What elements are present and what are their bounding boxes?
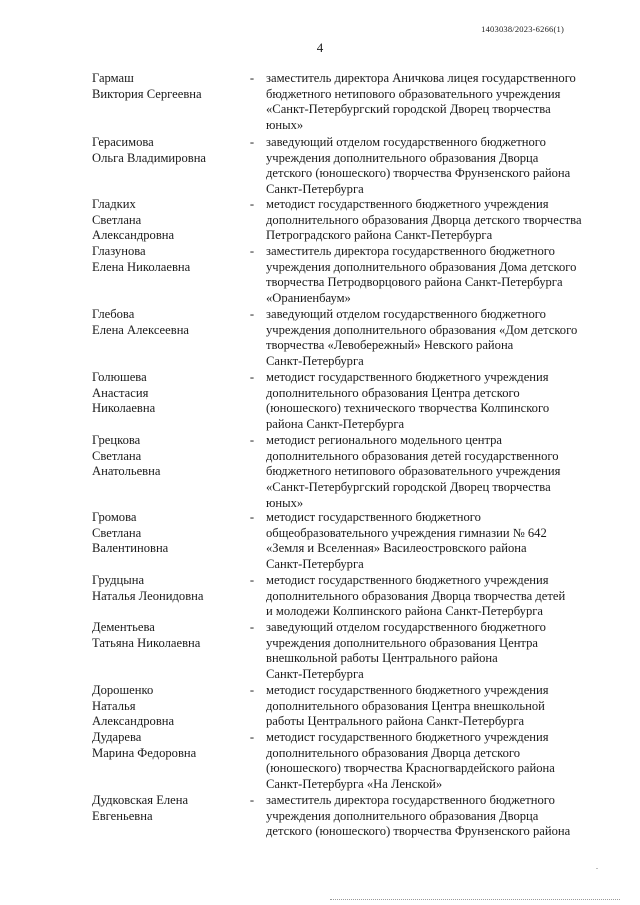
bottom-divider (330, 899, 620, 901)
dash: - (249, 244, 255, 258)
dash: - (249, 197, 255, 211)
person-name: Гармаш Виктория Сергеевна (92, 71, 202, 101)
footer-mark: . (596, 862, 598, 871)
person-role: заместитель директора Аничкова лицея государственного бюджетного нетипового образовательного учреждения «Санкт-Петербургский городской Дворец творчества юных» (266, 71, 576, 133)
dash: - (249, 510, 255, 524)
dash: - (249, 135, 255, 149)
dash: - (249, 793, 255, 807)
person-role: методист государственного бюджетного учреждения дополнительного образования Центра внешкольной работы Центрального района Санкт-Петербурга (266, 683, 549, 729)
dash: - (249, 433, 255, 447)
person-role: заместитель директора государственного бюджетного учреждения дополнительного образования Дворца детского (юношеского) творчества Фрунзенского района (266, 793, 571, 839)
person-name: Голюшева Анастасия Николаевна (92, 370, 156, 416)
person-role: методист государственного бюджетного общеобразовательного учреждения гимназии № 642 «Земля и Вселенная» Василеостровского района Санкт-Петербурга (266, 510, 547, 572)
person-name: Гладких Светлана Александровна (92, 197, 175, 243)
dash: - (249, 71, 255, 85)
person-name: Громова Светлана Валентиновна (92, 510, 169, 556)
person-name: Дудковская Елена Евгеньевна (92, 793, 189, 823)
doc-id: 1403038/2023-6266(1) (481, 24, 564, 34)
person-role: заместитель директора государственного бюджетного учреждения дополнительного образования Дома детского творчества Петродворцового района Санкт-Петербурга «Ораниенбаум» (266, 244, 577, 306)
page-number: 4 (316, 40, 324, 55)
person-role: заведующий отделом государственного бюджетного учреждения дополнительного образования «Дом детского творчества «Левобережный» Невского района Санкт-Петербурга (266, 307, 578, 369)
person-name: Грецкова Светлана Анатольевна (92, 433, 161, 479)
person-role: методист государственного бюджетного учреждения дополнительного образования Дворца творчества детей и молодежи Колпинского района Санкт-Петербурга (266, 573, 566, 619)
person-name: Глебова Елена Алексеевна (92, 307, 190, 337)
person-name: Дорошенко Наталья Александровна (92, 683, 175, 729)
person-role: заведующий отделом государственного бюджетного учреждения дополнительного образования Дворца детского (юношеского) творчества Фрунзенского района Санкт-Петербурга (266, 135, 571, 197)
person-role: методист государственного бюджетного учреждения дополнительного образования Дворца детского (юношеского) творчества Красногвардейского района Санкт-Петербурга «На Ленской» (266, 730, 555, 792)
person-name: Дударева Марина Федоровна (92, 730, 197, 760)
dash: - (249, 370, 255, 384)
person-role: методист государственного бюджетного учреждения дополнительного образования Дворца детского творчества Петроградского района Санкт-Петербурга (266, 197, 582, 243)
person-role: заведующий отделом государственного бюджетного учреждения дополнительного образования Центра внешкольной работы Центрального района Санкт-Петербурга (266, 620, 546, 682)
person-role: методист регионального модельного центра дополнительного образования детей государственного бюджетного нетипового образовательного учреждения «Санкт-Петербургский городской Дворец творчества юных» (266, 433, 561, 510)
dash: - (249, 683, 255, 697)
person-name: Грудцына Наталья Леонидовна (92, 573, 204, 603)
person-name: Дементьева Татьяна Николаевна (92, 620, 201, 650)
dash: - (249, 730, 255, 744)
dash: - (249, 307, 255, 321)
dash: - (249, 573, 255, 587)
person-name: Глазунова Елена Николаевна (92, 244, 191, 274)
dash: - (249, 620, 255, 634)
person-name: Герасимова Ольга Владимировна (92, 135, 207, 165)
person-role: методист государственного бюджетного учреждения дополнительного образования Центра детского (юношеского) технического творчества Колпинского района Санкт-Петербурга (266, 370, 550, 432)
